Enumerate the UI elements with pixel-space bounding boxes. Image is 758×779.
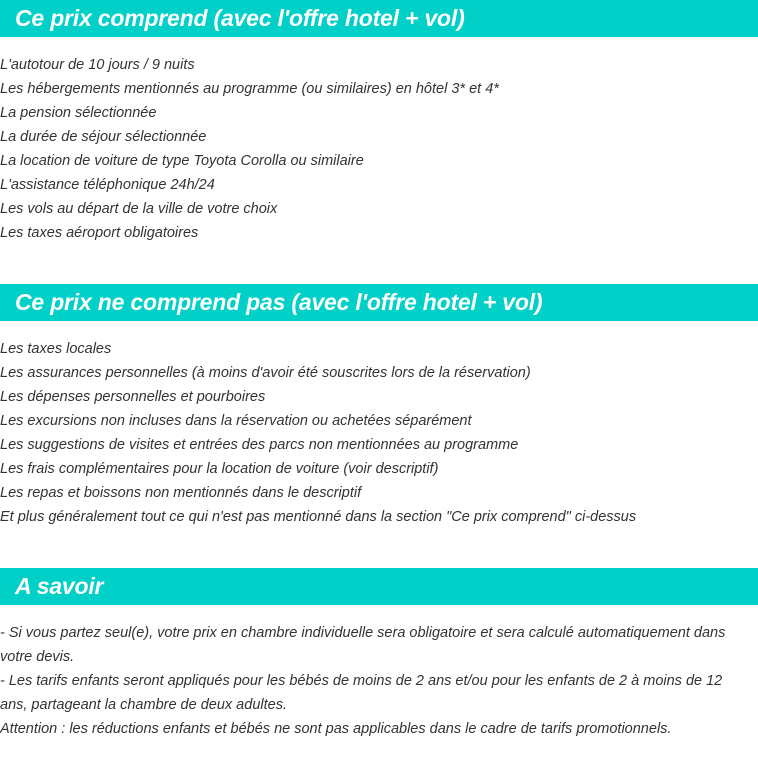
info-note: - Si vous partez seul(e), votre prix en chambre individuelle sera obligatoire et sera calculé automatiquement dans votre devis.	[0, 625, 726, 665]
includes-section	[0, 0, 758, 245]
info-note: - Les tarifs enfants seront appliqués pour les bébés de moins de 2 ans et/ou pour les enfants de 2 à moins de 12 ans, partageant la chambre de deux adultes.	[0, 673, 723, 713]
list-item: La pension sélectionnée	[0, 105, 157, 121]
info-section	[0, 568, 758, 741]
excludes-list	[0, 321, 758, 529]
list-item: Les assurances personnelles (à moins d'avoir été souscrites lors de la réservation)	[0, 365, 531, 381]
list-item: Les suggestions de visites et entrées des parcs non mentionnées au programme	[0, 437, 519, 453]
list-item: Et plus généralement tout ce qui n'est pas mentionné dans la section "Ce prix comprend" ci-dessus	[0, 509, 637, 525]
list-item: Les taxes locales	[0, 341, 112, 357]
list-item: L'assistance téléphonique 24h/24	[0, 177, 215, 193]
info-title: A savoir	[0, 568, 758, 605]
list-item: Les dépenses personnelles et pourboires	[0, 389, 266, 405]
list-item: Les taxes aéroport obligatoires	[0, 225, 199, 241]
list-item: Les frais complémentaires pour la location de voiture (voir descriptif)	[0, 461, 439, 477]
info-notes	[0, 605, 758, 741]
list-item: L'autotour de 10 jours / 9 nuits	[0, 57, 195, 73]
includes-list	[0, 37, 758, 245]
list-item: Les excursions non incluses dans la réservation ou achetées séparément	[0, 413, 472, 429]
list-item: Les repas et boissons non mentionnés dans le descriptif	[0, 485, 362, 501]
includes-title: Ce prix comprend (avec l'offre hotel + vol)	[0, 0, 758, 37]
list-item: Les hébergements mentionnés au programme (ou similaires) en hôtel 3* et 4*	[0, 81, 499, 97]
excludes-title: Ce prix ne comprend pas (avec l'offre hotel + vol)	[0, 284, 758, 321]
list-item: La durée de séjour sélectionnée	[0, 129, 207, 145]
info-note: Attention : les réductions enfants et bébés ne sont pas applicables dans le cadre de tarifs promotionnels.	[0, 721, 672, 737]
list-item: Les vols au départ de la ville de votre choix	[0, 201, 278, 217]
excludes-section	[0, 284, 758, 529]
list-item: La location de voiture de type Toyota Corolla ou similaire	[0, 153, 364, 169]
